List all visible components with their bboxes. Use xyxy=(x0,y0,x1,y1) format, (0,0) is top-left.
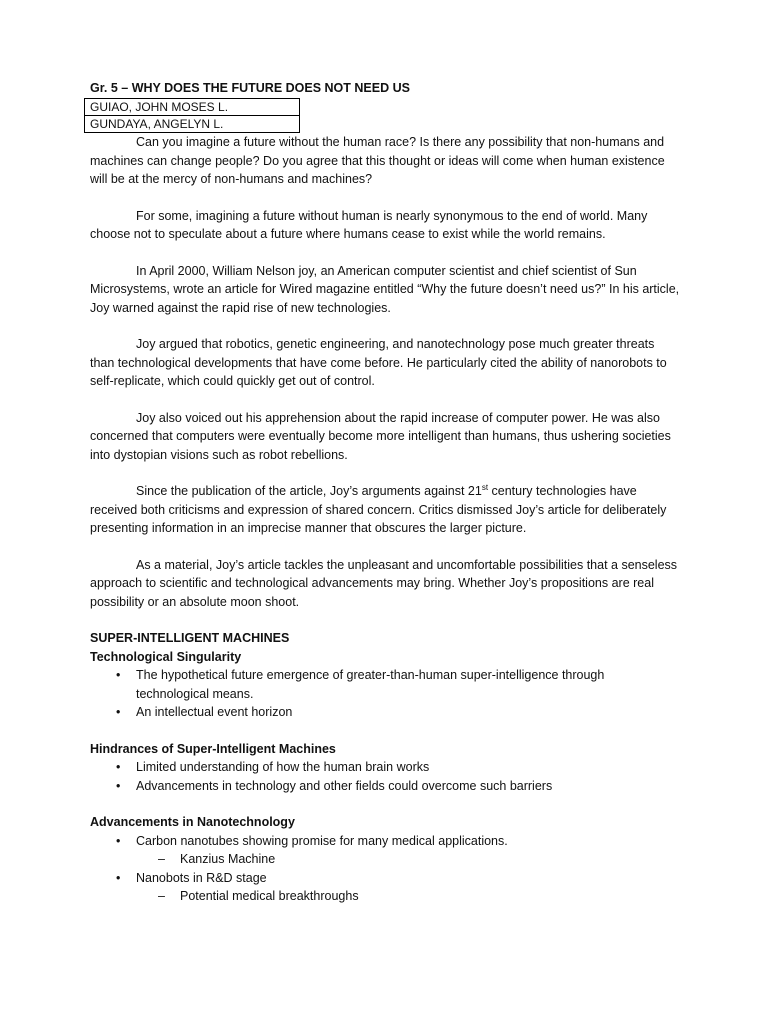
list-item-text: The hypothetical future emergence of greater-than-human super-intelligence through technological means. xyxy=(136,668,605,701)
sub-list xyxy=(136,850,680,869)
nanotech-list xyxy=(90,832,680,906)
paragraph-joy-article: In April 2000, William Nelson joy, an American computer scientist and chief scientist of Sun Microsystems, wrote an article for Wired magazine entitled “Why the future doesn’t need us?” In his article, Joy warned against the rapid rise of new technologies. xyxy=(90,263,680,315)
list-item xyxy=(116,758,680,777)
paragraph-publication xyxy=(90,482,680,538)
paragraph-joy-argued: Joy argued that robotics, genetic engineering, and nanotechnology pose much greater threats than technological developments that have come before. He particularly cited the ability of nanorobots to self-replicate, which could quickly get out of control. xyxy=(90,337,667,388)
author-row xyxy=(85,116,300,133)
list-item-text: Limited understanding of how the human brain works xyxy=(136,760,430,774)
singularity-list xyxy=(90,666,680,722)
list-item xyxy=(116,703,680,722)
sub-list-item xyxy=(158,850,680,869)
subheading-hindrances: Hindrances of Super-Intelligent Machines xyxy=(90,741,336,756)
sub-list-item xyxy=(158,887,680,906)
list-item-text: An intellectual event horizon xyxy=(136,705,293,719)
list-item-text: Carbon nanotubes showing promise for many medical applications. xyxy=(136,833,508,848)
authors-table xyxy=(84,98,300,133)
list-item-text: Advancements in technology and other fields could overcome such barriers xyxy=(136,778,553,793)
bullet-glyph: • xyxy=(116,833,121,848)
author-name: GUIAO, JOHN MOSES L. xyxy=(85,99,300,116)
sub-list-item-text: Potential medical breakthroughs xyxy=(180,889,359,903)
section-heading: SUPER-INTELLIGENT MACHINES xyxy=(90,631,290,645)
bullet-glyph: • xyxy=(116,778,121,793)
bullet-glyph: • xyxy=(116,760,121,774)
list-item-text: Nanobots in R&D stage xyxy=(136,870,267,885)
bullet-glyph: • xyxy=(116,705,121,719)
dash-glyph: – xyxy=(158,852,165,866)
paragraph-computer-power: Joy also voiced out his apprehension about the rapid increase of computer power. He was also concerned that computers were eventually become more intelligent than humans, thus ushering societies into dystopian visions such as robot rebellions. xyxy=(90,410,671,462)
subheading-nanotech: Advancements in Nanotechnology xyxy=(90,815,295,829)
bullet-glyph: • xyxy=(116,870,121,885)
list-item xyxy=(116,832,680,869)
author-name: GUNDAYA, ANGELYN L. xyxy=(85,116,300,133)
list-item xyxy=(116,869,680,906)
ordinal-suffix: st xyxy=(481,482,489,492)
bullet-glyph: • xyxy=(116,668,121,682)
dash-glyph: – xyxy=(158,889,165,903)
hindrances-list xyxy=(90,758,680,795)
paragraph-publication-start: Since the publication of the article, Joy’s arguments against 21 xyxy=(136,484,482,498)
paragraph-intro: Can you imagine a future without the human race? Is there any possibility that non-humans and machines can change people? Do you agree that this thought or ideas will come when human existence will be at the mercy of non-humans and machines? xyxy=(90,135,665,186)
subheading-singularity: Technological Singularity xyxy=(90,649,242,664)
sub-list-item-text: Kanzius Machine xyxy=(180,852,276,866)
list-item xyxy=(116,666,680,703)
paragraph-material: As a material, Joy’s article tackles the unpleasant and uncomfortable possibilities that a senseless approach to scientific and technological advancements may bring. Whether Joy’s propositions are real possibility or an absolute moon shoot. xyxy=(90,557,678,609)
document-title: Gr. 5 – WHY DOES THE FUTURE DOES NOT NEED US xyxy=(90,81,410,95)
paragraph-end-of-world: For some, imagining a future without human is nearly synonymous to the end of world. Many choose not to speculate about a future where humans cease to exist while the world remains. xyxy=(90,208,648,241)
sub-list xyxy=(136,887,680,906)
paragraph-publication-end: century technologies have received both criticisms and expression of shared concern. Critics dismissed Joy’s article for deliberately presenting information in an imprecise manner that obscures the larger picture. xyxy=(90,484,667,535)
author-row xyxy=(85,99,300,116)
document-page xyxy=(90,79,680,906)
list-item xyxy=(116,777,680,796)
